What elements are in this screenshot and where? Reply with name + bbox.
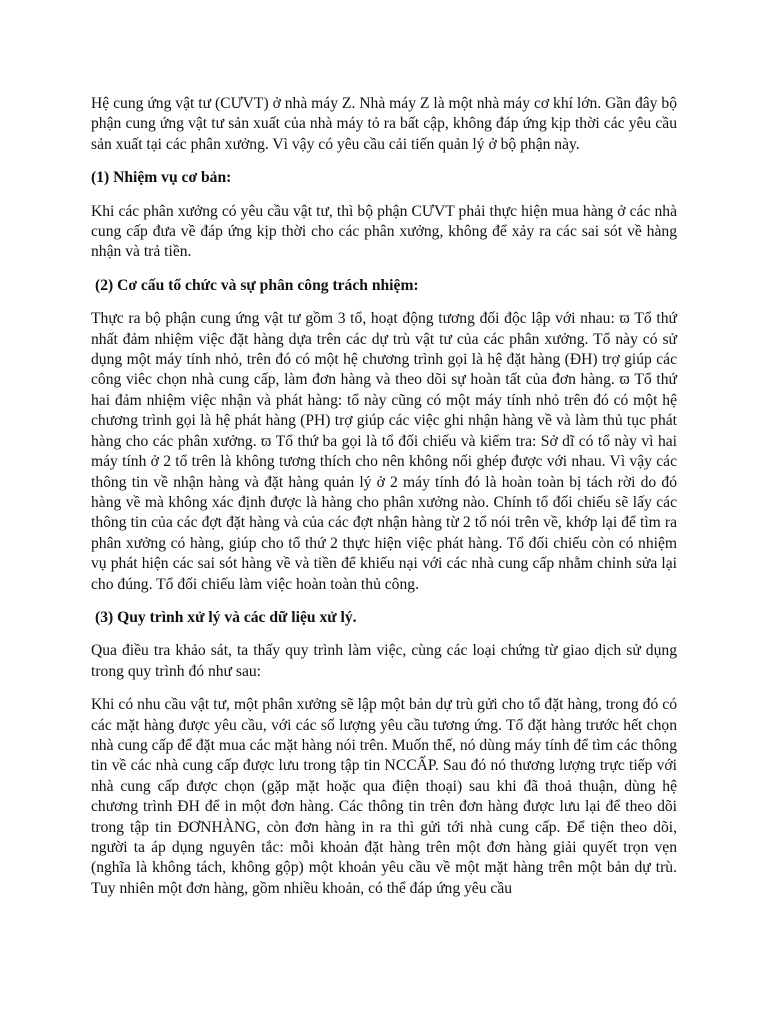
body-paragraph-3: Qua điều tra khảo sát, ta thấy quy trình làm việc, cùng các loại chứng từ giao dịch sử dụng trong quy trình đó như sau: — [91, 642, 677, 680]
body-paragraph-1: Khi các phân xưởng có yêu cầu vật tư, thì bộ phận CƯVT phải thực hiện mua hàng ở các nhà cung cấp đưa về đáp ứng kịp thời cho các phân xưởng, không để xảy ra các sai sót về hàng nhận và trả tiền. — [91, 202, 677, 261]
body-paragraph-4: Khi có nhu cầu vật tư, một phân xưởng sẽ lập một bản dự trù gửi cho tổ đặt hàng, trong đó có các mặt hàng được yêu cầu, với các số lượng yêu cầu tương ứng. Tổ đặt hàng trước hết chọn nhà cung cấp để đặt mua các mặt hàng nói trên. Muốn thế, nó dùng máy tính để tìm các thông tin về các nhà cung cấp được lưu trong tập tin NCCẤP. Sau đó nó thương lượng trực tiếp với nhà cung cấp được chọn (gặp mặt hoặc qua điện thoại) sau khi đã thoả thuận, dùng hệ chương trình ĐH để in một đơn hàng. Các thông tin trên đơn hàng được lưu lại để theo dõi trong tập tin ĐƠNHÀNG, còn đơn hàng in ra thì gửi tới nhà cung cấp. Để tiện theo dõi, người ta áp dụng nguyên tắc: mỗi khoản đặt hàng trên một đơn hàng giải quyết trọn vẹn (nghĩa là không tách, không gộp) một khoản yêu cầu về một mặt hàng trên một bản dự trù. Tuy nhiên một đơn hàng, gồm nhiều khoản, có thể đáp ứng yêu cầu — [91, 696, 677, 897]
intro-paragraph: Hệ cung ứng vật tư (CƯVT) ở nhà máy Z. Nhà máy Z là một nhà máy cơ khí lớn. Gần đây bộ phận cung ứng vật tư sản xuất của nhà máy tỏ ra bất cập, không đáp ứng kịp thời các yêu cầu sản xuất tại các phân xưởng. Vì vậy có yêu cầu cải tiến quản lý ở bộ phận này. — [91, 95, 677, 153]
section-heading-1: (1) Nhiệm vụ cơ bản: — [91, 169, 232, 187]
section-heading-2: (2) Cơ cấu tổ chức và sự phân công trách nhiệm: — [95, 276, 419, 294]
section-heading-3: (3) Quy trình xử lý và các dữ liệu xử lý. — [95, 608, 357, 626]
body-paragraph-2: Thực ra bộ phận cung ứng vật tư gồm 3 tổ, hoạt động tương đối độc lập với nhau: ϖ Tổ thứ nhất đảm nhiệm việc đặt hàng dựa trên các dự trù vật tư của các phân xưởng. Tổ này có sử dụng một máy tính nhỏ, trên đó có một hệ chương trình gọi là hệ đặt hàng (ĐH) trợ giúp các công viêc chọn nhà cung cấp, làm đơn hàng và theo dõi sự hoàn tất của đơn hàng. ϖ Tổ thứ hai đảm nhiệm việc nhận và phát hàng: tổ này cũng có một máy tính nhỏ trên đó có một hệ chương trình gọi là hệ phát hàng (PH) trợ giúp các việc ghi nhận hàng về và làm thủ tục phát hàng cho các phân xưởng. ϖ Tổ thứ ba gọi là tổ đối chiếu và kiểm tra: Sở dĩ có tổ này vì hai máy tính ở 2 tổ trên là không tương thích cho nên không nối ghép được với nhau. Vì vậy các thông tin về nhận hàng và đặt hàng quản lý ở 2 máy tính đó là hoàn toàn bị tách rời do đó hàng về mà không xác định được là hàng cho phân xưởng nào. Chính tổ đối chiếu sẽ lấy các thông tin của các đợt đặt hàng và của các đợt nhận hàng từ 2 tổ nói trên về, khớp lại để tìm ra phân xưởng có hàng, giúp cho tổ thứ 2 thực hiện việc phát hàng. Tổ đối chiếu còn có nhiệm vụ phát hiện các sai sót hàng về và tiền để khiếu nại với các nhà cung cấp nhằm chỉnh sửa lại cho đúng. Tổ đối chiếu làm việc hoàn toàn thủ công. — [91, 310, 677, 593]
